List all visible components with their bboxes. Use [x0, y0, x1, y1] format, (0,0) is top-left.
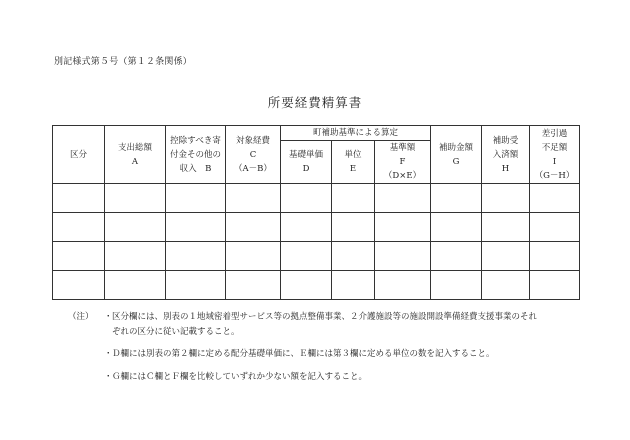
table-cell[interactable]	[332, 213, 375, 242]
table-cell[interactable]	[166, 184, 226, 213]
table-cell[interactable]	[226, 242, 281, 271]
table-cell[interactable]	[482, 184, 530, 213]
table-cell[interactable]	[105, 242, 166, 271]
expense-table	[52, 125, 580, 300]
table-cell[interactable]	[105, 271, 166, 300]
table-cell[interactable]	[530, 242, 580, 271]
header-sahiki: 差引過 不足額 I （G－H）	[530, 126, 580, 184]
table-cell[interactable]	[53, 184, 105, 213]
note-bullet: ・	[104, 312, 113, 322]
note-line: Ｄ欄には別表の第２欄に定める配分基礎単価に、Ｅ欄には第３欄に定める単位の数を記入すること。	[112, 349, 495, 359]
header-kojo: 控除すべき寄 付金その他の 収入 B	[166, 126, 226, 184]
table-cell[interactable]	[226, 184, 281, 213]
table-cell[interactable]	[375, 213, 431, 242]
notes-label: （注）	[68, 312, 94, 322]
header-group: 町補助基準による算定	[281, 126, 431, 141]
table-cell[interactable]	[226, 213, 281, 242]
table-cell[interactable]	[226, 271, 281, 300]
table-cell[interactable]	[281, 213, 332, 242]
note-line: 区分欄には、別表の１地域密着型サービス等の拠点整備事業、２介護施設等の施設開設準備経費支援事業のそれ	[112, 312, 538, 322]
note-item	[104, 310, 588, 340]
table-cell[interactable]	[530, 184, 580, 213]
table-cell[interactable]	[332, 271, 375, 300]
table-cell[interactable]	[375, 184, 431, 213]
table-cell[interactable]	[166, 271, 226, 300]
table-cell[interactable]	[332, 184, 375, 213]
note-item	[104, 370, 588, 385]
table-cell[interactable]	[281, 184, 332, 213]
table-cell[interactable]	[431, 184, 482, 213]
header-hojo-kin: 補助金額 G	[431, 126, 482, 184]
header-kijun: 基準額 F （D×E）	[375, 141, 431, 184]
table-cell[interactable]	[431, 242, 482, 271]
note-item	[104, 347, 588, 362]
table-cell[interactable]	[281, 271, 332, 300]
table-cell[interactable]	[530, 213, 580, 242]
form-reference: 別記様式第５号（第１２条関係）	[54, 57, 193, 67]
table-cell[interactable]	[482, 213, 530, 242]
table-row	[53, 184, 580, 213]
table-cell[interactable]	[166, 242, 226, 271]
table-cell[interactable]	[332, 242, 375, 271]
table-cell[interactable]	[375, 242, 431, 271]
note-line: Ｇ欄にはＣ欄とＦ欄を比較していずれか少ない額を記入すること。	[112, 372, 368, 382]
table-cell[interactable]	[53, 213, 105, 242]
header-hojo-uke: 補助受 入済額 H	[482, 126, 530, 184]
table-cell[interactable]	[375, 271, 431, 300]
table-row	[53, 242, 580, 271]
header-kiso: 基礎単価 D	[281, 141, 332, 184]
header-taisho: 対象経費 C （A－B）	[226, 126, 281, 184]
page-title: 所要経費精算書	[267, 95, 363, 110]
note-bullet: ・	[104, 372, 113, 382]
table-cell[interactable]	[53, 242, 105, 271]
table-cell[interactable]	[53, 271, 105, 300]
table-cell[interactable]	[482, 271, 530, 300]
header-tani: 単位 E	[332, 141, 375, 184]
table-cell[interactable]	[166, 213, 226, 242]
table-row	[53, 271, 580, 300]
table-cell[interactable]	[281, 242, 332, 271]
table-cell[interactable]	[105, 213, 166, 242]
table-cell[interactable]	[105, 184, 166, 213]
header-shishutsu: 支出総額 A	[105, 126, 166, 184]
table-cell[interactable]	[431, 213, 482, 242]
table-cell[interactable]	[431, 271, 482, 300]
note-bullet: ・	[104, 349, 113, 359]
note-line: ぞれの区分に従い記載すること。	[112, 327, 240, 337]
table-row	[53, 213, 580, 242]
table-cell[interactable]	[482, 242, 530, 271]
table-cell[interactable]	[530, 271, 580, 300]
header-kubun: 区分	[53, 126, 105, 184]
